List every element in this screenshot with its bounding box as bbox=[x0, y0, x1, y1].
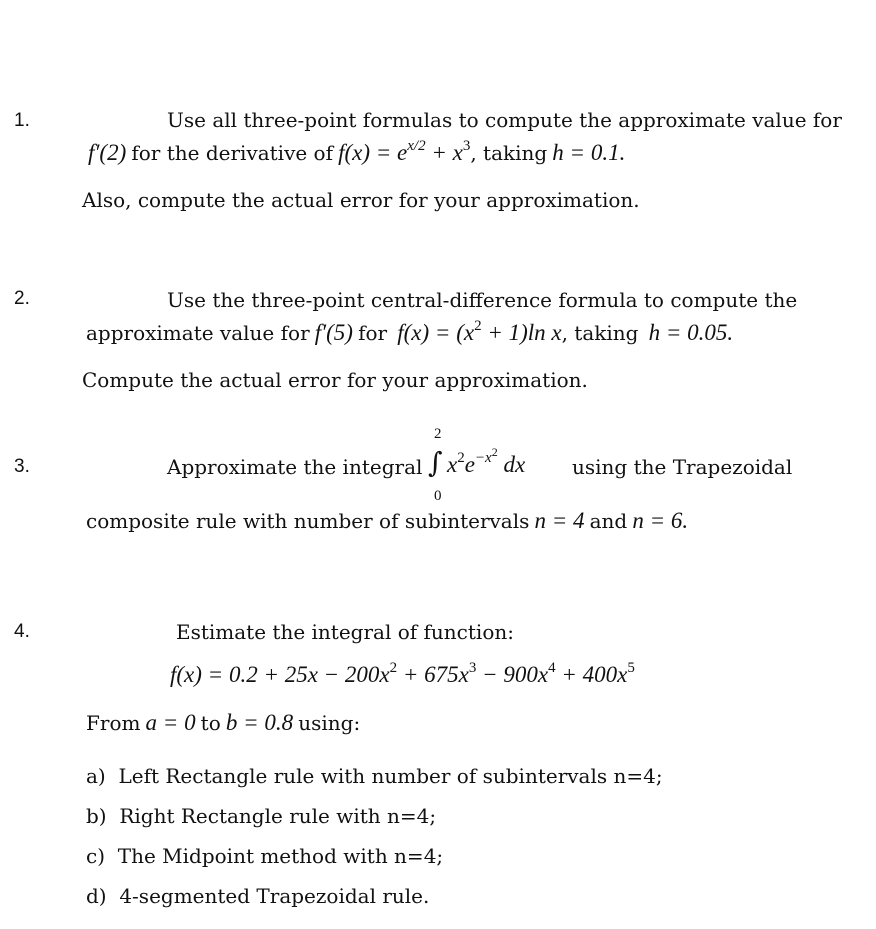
problem-3-number: 3. bbox=[14, 456, 30, 477]
problem-1-line-2 bbox=[88, 140, 625, 166]
problem-4-line-1: Estimate the integral of function: bbox=[176, 620, 514, 644]
and-text: and bbox=[589, 509, 628, 533]
integral-lower-limit: 0 bbox=[434, 488, 442, 504]
problem-2-line-2 bbox=[86, 320, 733, 346]
approximate-integral-text: Approximate the integral bbox=[167, 455, 423, 479]
taking-text: , taking bbox=[470, 141, 548, 165]
list-item-text: Left Rectangle rule with number of subintervals n=4; bbox=[118, 764, 663, 788]
list-item-letter: d) bbox=[86, 884, 107, 908]
problem-2-number: 2. bbox=[14, 288, 30, 309]
list-item bbox=[86, 764, 663, 788]
list-item-text: 4-segmented Trapezoidal rule. bbox=[119, 884, 430, 908]
using-trapezoidal-text: using the Trapezoidal bbox=[572, 455, 793, 479]
problem-4-number: 4. bbox=[14, 621, 30, 642]
list-item bbox=[86, 804, 436, 828]
problem-2-line-3: Compute the actual error for your approximation. bbox=[82, 368, 588, 392]
polynomial-function: $f(x) = 0.2 + 25x - 200x^2 + 675x^3 - 900x^4 + 400x^5$ bbox=[170, 660, 635, 687]
list-item-letter: a) bbox=[86, 764, 106, 788]
n-equals-6: n = 6. bbox=[632, 508, 689, 533]
problem-1-line-3: Also, compute the actual error for your approximation. bbox=[82, 188, 640, 212]
list-item bbox=[86, 844, 443, 868]
problem-1-line-1: Use all three-point formulas to compute the approximate value for bbox=[167, 108, 842, 132]
to-text: to bbox=[200, 711, 221, 735]
list-item-text: The Midpoint method with n=4; bbox=[117, 844, 444, 868]
function-expression: $f(x) = (x^2 + 1)\ln$ x bbox=[397, 318, 562, 345]
taking-text: , taking bbox=[561, 321, 639, 345]
lower-bound: a = 0 bbox=[145, 710, 196, 735]
problem-3-line-2 bbox=[86, 508, 688, 534]
interval-line bbox=[86, 710, 360, 736]
using-text: using: bbox=[298, 711, 361, 735]
step-size: h = 0.05. bbox=[648, 320, 734, 345]
for-text: for bbox=[358, 321, 388, 345]
from-text: From bbox=[86, 711, 141, 735]
list-item bbox=[86, 884, 429, 908]
upper-bound: b = 0.8 bbox=[225, 710, 294, 735]
problem-2-line-1: Use the three-point central-difference formula to compute the bbox=[167, 288, 798, 312]
derivative-expression: f′(5) bbox=[314, 320, 353, 345]
approx-text: approximate value for bbox=[86, 321, 310, 345]
list-item-letter: b) bbox=[86, 804, 107, 828]
integral-sign-icon: ∫ bbox=[428, 446, 443, 479]
integrand: $x^2e^{-x^2}$ dx bbox=[447, 445, 526, 477]
list-item-letter: c) bbox=[86, 844, 106, 868]
derivative-expression: f′(2) bbox=[88, 140, 127, 165]
integral-upper-limit: 2 bbox=[434, 426, 442, 442]
for-the-text: for the derivative of bbox=[131, 141, 334, 165]
step-size: h = 0.1. bbox=[552, 140, 626, 165]
problem-1-number: 1. bbox=[14, 110, 30, 131]
composite-rule-text: composite rule with number of subintervals bbox=[86, 509, 530, 533]
list-item-text: Right Rectangle rule with n=4; bbox=[119, 804, 437, 828]
function-expression: $f(x) = e^{x/2} + x^3$ bbox=[338, 138, 471, 165]
n-equals-4: n = 4 bbox=[534, 508, 585, 533]
